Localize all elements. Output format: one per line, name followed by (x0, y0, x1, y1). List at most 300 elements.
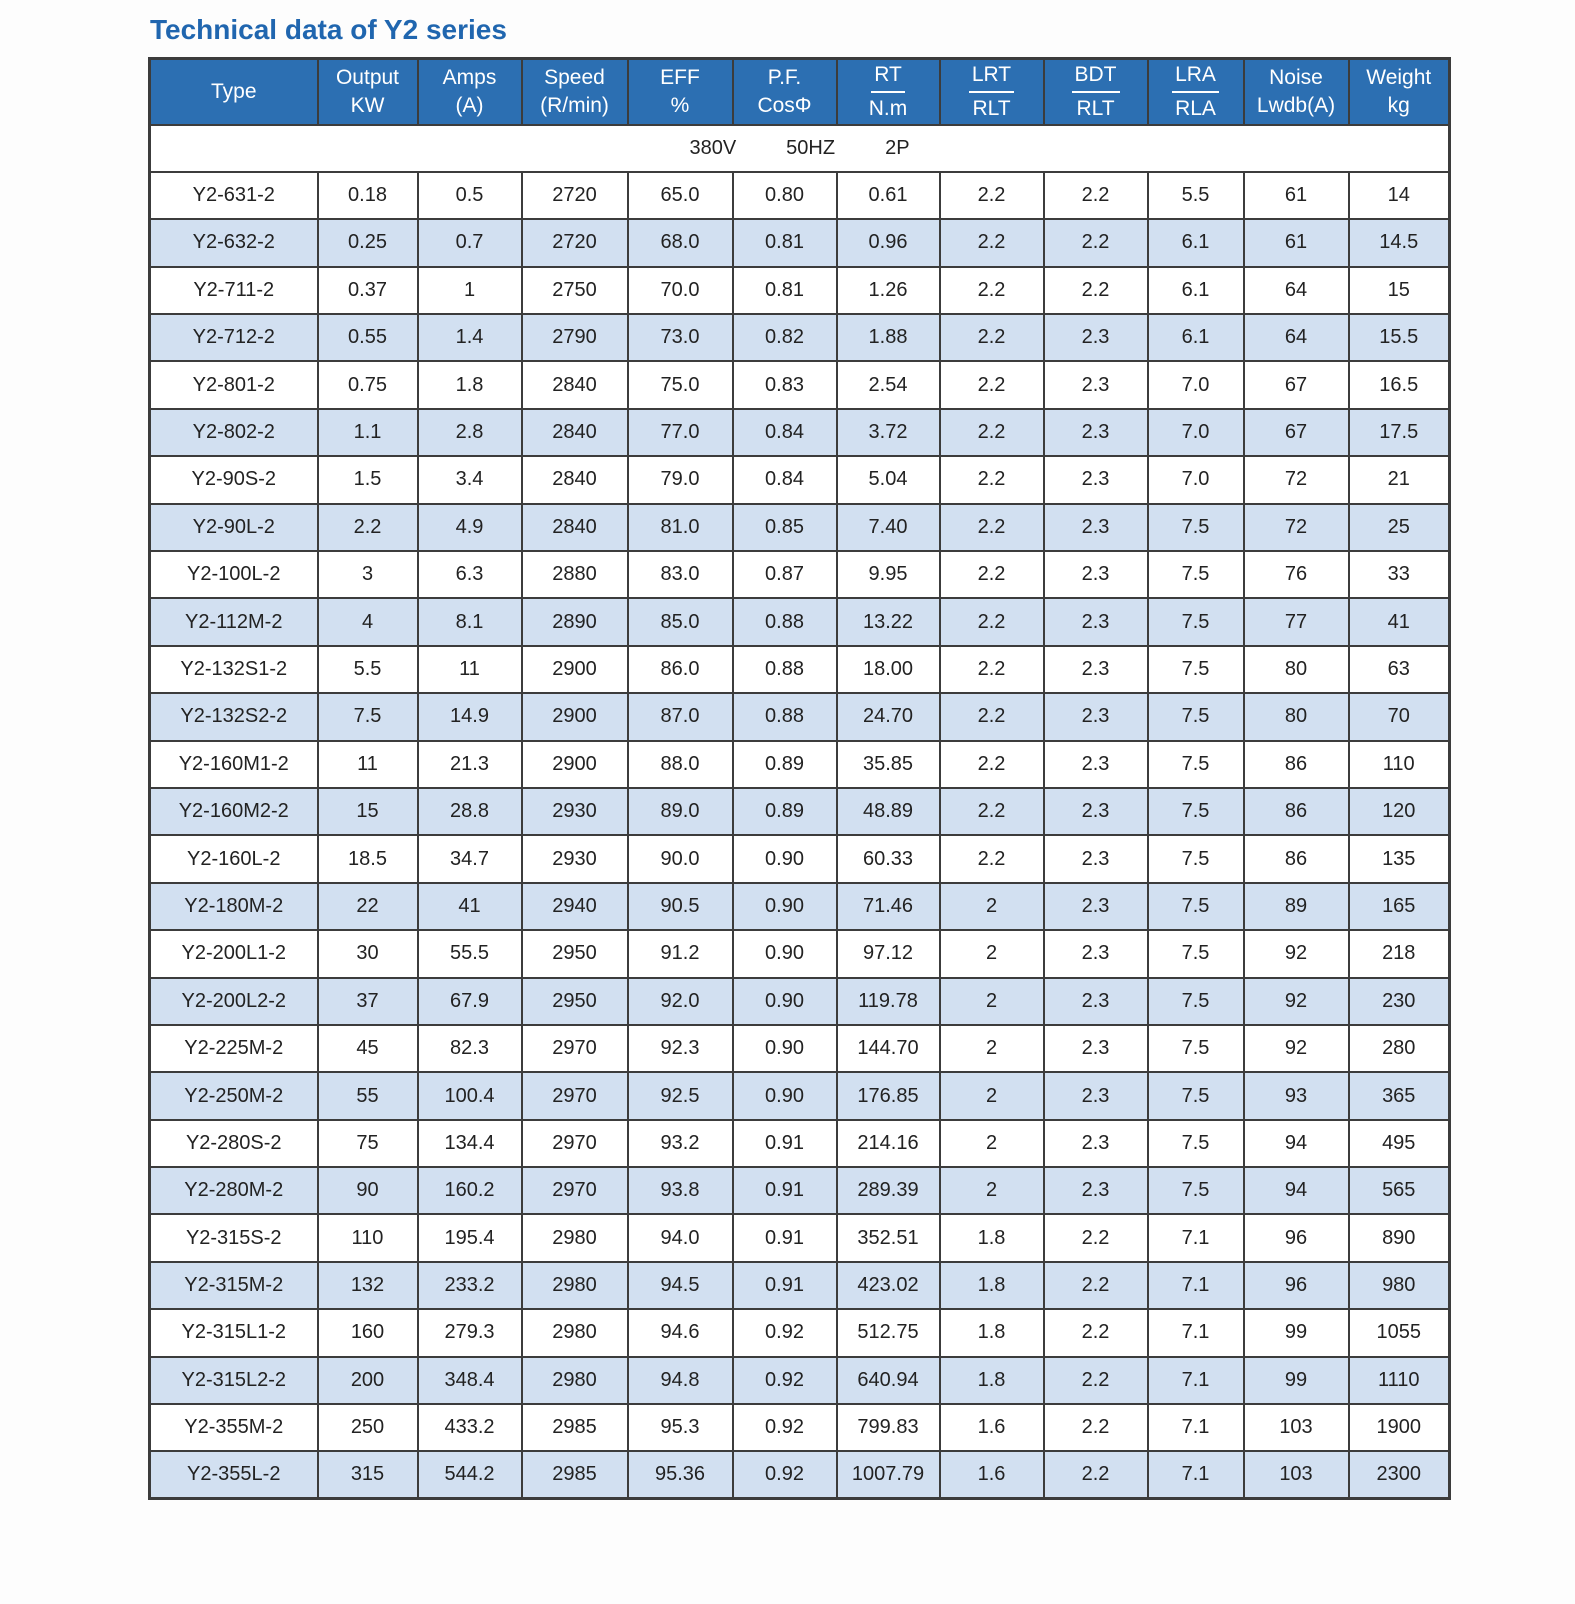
cell-weight: 70 (1349, 693, 1450, 740)
header-label-line2: (A) (455, 93, 484, 117)
cell-lra: 7.0 (1148, 409, 1244, 456)
cell-pf: 0.90 (733, 978, 837, 1025)
cell-weight: 120 (1349, 788, 1450, 835)
cell-output: 55 (318, 1072, 418, 1119)
cell-eff: 70.0 (628, 267, 733, 314)
cell-output: 4 (318, 598, 418, 645)
cell-weight: 230 (1349, 978, 1450, 1025)
cell-bdt: 2.2 (1044, 1451, 1148, 1498)
header-fraction-denominator: RLT (972, 96, 1011, 120)
cell-lra: 6.1 (1148, 314, 1244, 361)
cell-type: Y2-200L1-2 (150, 930, 318, 977)
cell-noise: 80 (1244, 693, 1349, 740)
cell-amps: 160.2 (418, 1167, 522, 1214)
cell-lra: 7.0 (1148, 361, 1244, 408)
header-label-line1: EFF (660, 66, 700, 90)
header-fraction-numerator: BDT (1072, 61, 1120, 92)
cell-noise: 67 (1244, 409, 1349, 456)
cell-bdt: 2.3 (1044, 1167, 1148, 1214)
cell-amps: 1 (418, 267, 522, 314)
cell-speed: 2980 (522, 1309, 628, 1356)
cell-lrt: 2.2 (940, 646, 1044, 693)
cell-speed: 2970 (522, 1025, 628, 1072)
cell-lrt: 2.2 (940, 693, 1044, 740)
cell-lra: 7.5 (1148, 598, 1244, 645)
cell-bdt: 2.3 (1044, 504, 1148, 551)
cell-rt: 512.75 (837, 1309, 940, 1356)
cell-lra: 7.5 (1148, 1025, 1244, 1072)
cell-output: 0.75 (318, 361, 418, 408)
cell-output: 0.25 (318, 219, 418, 266)
cell-rt: 214.16 (837, 1120, 940, 1167)
cell-rt: 289.39 (837, 1167, 940, 1214)
table-row (150, 504, 1450, 551)
cell-lra: 6.1 (1148, 267, 1244, 314)
cell-amps: 14.9 (418, 693, 522, 740)
cell-noise: 72 (1244, 456, 1349, 503)
cell-rt: 5.04 (837, 456, 940, 503)
cell-lra: 7.5 (1148, 883, 1244, 930)
table-row (150, 1357, 1450, 1404)
cell-weight: 1900 (1349, 1404, 1450, 1451)
cell-bdt: 2.3 (1044, 551, 1148, 598)
cell-speed: 2750 (522, 267, 628, 314)
header-label-line2: (R/min) (540, 93, 609, 117)
cell-amps: 134.4 (418, 1120, 522, 1167)
cell-weight: 218 (1349, 930, 1450, 977)
cell-speed: 2930 (522, 835, 628, 882)
header-cell-rt (837, 59, 940, 125)
cell-noise: 86 (1244, 741, 1349, 788)
cell-weight: 2300 (1349, 1451, 1450, 1498)
cell-lrt: 2 (940, 930, 1044, 977)
cell-noise: 96 (1244, 1214, 1349, 1261)
cell-pf: 0.84 (733, 456, 837, 503)
cell-eff: 94.8 (628, 1357, 733, 1404)
cell-pf: 0.88 (733, 646, 837, 693)
cell-lra: 7.5 (1148, 788, 1244, 835)
cell-lrt: 1.8 (940, 1357, 1044, 1404)
cell-pf: 0.87 (733, 551, 837, 598)
cell-eff: 95.36 (628, 1451, 733, 1498)
cell-lrt: 2.2 (940, 835, 1044, 882)
cell-bdt: 2.3 (1044, 409, 1148, 456)
cell-bdt: 2.3 (1044, 788, 1148, 835)
header-cell-output (318, 59, 418, 125)
cell-amps: 233.2 (418, 1262, 522, 1309)
cell-weight: 17.5 (1349, 409, 1450, 456)
header-label-line1: P.F. (767, 66, 802, 90)
cell-amps: 28.8 (418, 788, 522, 835)
cell-type: Y2-160M2-2 (150, 788, 318, 835)
cell-lrt: 2.2 (940, 741, 1044, 788)
cell-output: 200 (318, 1357, 418, 1404)
table-row (150, 172, 1450, 219)
cell-lrt: 2.2 (940, 314, 1044, 361)
cell-pf: 0.91 (733, 1262, 837, 1309)
cell-type: Y2-712-2 (150, 314, 318, 361)
cell-type: Y2-315M-2 (150, 1262, 318, 1309)
cell-rt: 35.85 (837, 741, 940, 788)
cell-weight: 25 (1349, 504, 1450, 551)
cell-amps: 2.8 (418, 409, 522, 456)
cell-type: Y2-90S-2 (150, 456, 318, 503)
cell-weight: 165 (1349, 883, 1450, 930)
cell-type: Y2-632-2 (150, 219, 318, 266)
cell-eff: 65.0 (628, 172, 733, 219)
cell-bdt: 2.2 (1044, 1214, 1148, 1261)
cell-speed: 2970 (522, 1072, 628, 1119)
table-row (150, 598, 1450, 645)
cell-lrt: 2 (940, 978, 1044, 1025)
table-header (150, 59, 1450, 125)
cell-noise: 80 (1244, 646, 1349, 693)
cell-output: 2.2 (318, 504, 418, 551)
cell-bdt: 2.2 (1044, 219, 1148, 266)
cell-amps: 55.5 (418, 930, 522, 977)
cell-pf: 0.92 (733, 1451, 837, 1498)
cell-amps: 348.4 (418, 1357, 522, 1404)
cell-noise: 64 (1244, 314, 1349, 361)
cell-type: Y2-802-2 (150, 409, 318, 456)
cell-output: 30 (318, 930, 418, 977)
cell-speed: 2900 (522, 646, 628, 693)
cell-noise: 92 (1244, 930, 1349, 977)
cell-speed: 2840 (522, 504, 628, 551)
cell-type: Y2-315S-2 (150, 1214, 318, 1261)
cell-output: 1.5 (318, 456, 418, 503)
table-row (150, 978, 1450, 1025)
cell-noise: 94 (1244, 1167, 1349, 1214)
cell-output: 0.55 (318, 314, 418, 361)
cell-pf: 0.90 (733, 1025, 837, 1072)
cell-output: 132 (318, 1262, 418, 1309)
header-label-line2: KW (350, 93, 385, 117)
header-label-line2: CosΦ (757, 93, 812, 117)
cell-amps: 0.5 (418, 172, 522, 219)
cell-type: Y2-280S-2 (150, 1120, 318, 1167)
table-row (150, 1214, 1450, 1261)
cell-rt: 7.40 (837, 504, 940, 551)
cell-output: 1.1 (318, 409, 418, 456)
cell-rt: 3.72 (837, 409, 940, 456)
cell-pf: 0.83 (733, 361, 837, 408)
cell-amps: 8.1 (418, 598, 522, 645)
cell-eff: 75.0 (628, 361, 733, 408)
cell-bdt: 2.2 (1044, 267, 1148, 314)
cell-lrt: 2.2 (940, 551, 1044, 598)
cell-lra: 6.1 (1148, 219, 1244, 266)
cell-bdt: 2.3 (1044, 883, 1148, 930)
page-title: Technical data of Y2 series (150, 14, 507, 45)
cell-rt: 352.51 (837, 1214, 940, 1261)
cell-pf: 0.91 (733, 1214, 837, 1261)
cell-rt: 1.26 (837, 267, 940, 314)
table-row (150, 1167, 1450, 1214)
cell-speed: 2720 (522, 172, 628, 219)
cell-pf: 0.84 (733, 409, 837, 456)
voltage-condition-row (150, 125, 1450, 172)
cell-speed: 2840 (522, 361, 628, 408)
table-row (150, 267, 1450, 314)
cell-type: Y2-801-2 (150, 361, 318, 408)
cell-lra: 7.5 (1148, 504, 1244, 551)
cell-lra: 7.5 (1148, 1072, 1244, 1119)
cell-lra: 7.5 (1148, 1120, 1244, 1167)
cell-bdt: 2.2 (1044, 1404, 1148, 1451)
cell-amps: 34.7 (418, 835, 522, 882)
cell-type: Y2-90L-2 (150, 504, 318, 551)
cell-rt: 176.85 (837, 1072, 940, 1119)
cell-lra: 7.5 (1148, 551, 1244, 598)
header-label-line1: Noise (1269, 66, 1323, 90)
cell-lra: 7.0 (1148, 456, 1244, 503)
cell-eff: 90.5 (628, 883, 733, 930)
cell-lra: 7.1 (1148, 1214, 1244, 1261)
cell-weight: 63 (1349, 646, 1450, 693)
cell-lrt: 2.2 (940, 409, 1044, 456)
cell-rt: 640.94 (837, 1357, 940, 1404)
cell-eff: 93.8 (628, 1167, 733, 1214)
cell-weight: 1055 (1349, 1309, 1450, 1356)
cell-noise: 61 (1244, 219, 1349, 266)
cell-rt: 13.22 (837, 598, 940, 645)
cell-amps: 6.3 (418, 551, 522, 598)
cell-bdt: 2.3 (1044, 741, 1148, 788)
table-row (150, 361, 1450, 408)
cell-lra: 7.5 (1148, 978, 1244, 1025)
header-cell-pf (733, 59, 837, 125)
cell-lrt: 2.2 (940, 456, 1044, 503)
cell-eff: 95.3 (628, 1404, 733, 1451)
cell-rt: 2.54 (837, 361, 940, 408)
table-row (150, 456, 1450, 503)
cell-output: 11 (318, 741, 418, 788)
cell-eff: 79.0 (628, 456, 733, 503)
table-row (150, 1262, 1450, 1309)
cell-output: 90 (318, 1167, 418, 1214)
cell-speed: 2720 (522, 219, 628, 266)
table-row (150, 219, 1450, 266)
cell-rt: 18.00 (837, 646, 940, 693)
cell-eff: 91.2 (628, 930, 733, 977)
header-fraction-numerator: LRT (969, 61, 1014, 92)
header-fraction-denominator: RLT (1076, 96, 1115, 120)
table-body (150, 125, 1450, 1499)
cell-eff: 83.0 (628, 551, 733, 598)
header-fraction-denominator: RLA (1175, 96, 1216, 120)
cell-output: 110 (318, 1214, 418, 1261)
cell-lrt: 2.2 (940, 598, 1044, 645)
cell-type: Y2-100L-2 (150, 551, 318, 598)
cell-amps: 21.3 (418, 741, 522, 788)
cell-type: Y2-132S1-2 (150, 646, 318, 693)
header-cell-lra (1148, 59, 1244, 125)
cell-pf: 0.91 (733, 1120, 837, 1167)
cell-rt: 1.88 (837, 314, 940, 361)
cell-speed: 2940 (522, 883, 628, 930)
cell-amps: 279.3 (418, 1309, 522, 1356)
cell-weight: 110 (1349, 741, 1450, 788)
cell-speed: 2930 (522, 788, 628, 835)
cell-lra: 7.1 (1148, 1262, 1244, 1309)
cell-noise: 99 (1244, 1357, 1349, 1404)
cell-pf: 0.88 (733, 598, 837, 645)
cell-bdt: 2.3 (1044, 693, 1148, 740)
condition-value: 2P (885, 136, 910, 159)
cell-lra: 7.5 (1148, 930, 1244, 977)
cell-weight: 280 (1349, 1025, 1450, 1072)
cell-lra: 5.5 (1148, 172, 1244, 219)
cell-bdt: 2.3 (1044, 1072, 1148, 1119)
cell-bdt: 2.3 (1044, 456, 1148, 503)
cell-speed: 2980 (522, 1214, 628, 1261)
cell-output: 75 (318, 1120, 418, 1167)
cell-rt: 48.89 (837, 788, 940, 835)
cell-eff: 94.6 (628, 1309, 733, 1356)
cell-weight: 980 (1349, 1262, 1450, 1309)
cell-amps: 0.7 (418, 219, 522, 266)
cell-noise: 76 (1244, 551, 1349, 598)
cell-type: Y2-315L1-2 (150, 1309, 318, 1356)
table-row (150, 788, 1450, 835)
cell-eff: 86.0 (628, 646, 733, 693)
cell-pf: 0.81 (733, 267, 837, 314)
cell-amps: 82.3 (418, 1025, 522, 1072)
cell-noise: 96 (1244, 1262, 1349, 1309)
cell-speed: 2950 (522, 978, 628, 1025)
table-row (150, 1404, 1450, 1451)
cell-output: 3 (318, 551, 418, 598)
cell-pf: 0.89 (733, 788, 837, 835)
header-cell-bdt (1044, 59, 1148, 125)
cell-lra: 7.5 (1148, 693, 1244, 740)
cell-lrt: 1.6 (940, 1451, 1044, 1498)
table-row (150, 883, 1450, 930)
cell-weight: 15 (1349, 267, 1450, 314)
cell-eff: 73.0 (628, 314, 733, 361)
table-row (150, 1120, 1450, 1167)
cell-eff: 92.5 (628, 1072, 733, 1119)
cell-weight: 14 (1349, 172, 1450, 219)
cell-speed: 2880 (522, 551, 628, 598)
cell-rt: 799.83 (837, 1404, 940, 1451)
cell-lra: 7.5 (1148, 1167, 1244, 1214)
cell-amps: 41 (418, 883, 522, 930)
cell-lrt: 2.2 (940, 219, 1044, 266)
cell-lrt: 2 (940, 883, 1044, 930)
cell-type: Y2-631-2 (150, 172, 318, 219)
cell-output: 0.18 (318, 172, 418, 219)
header-label-line2: kg (1387, 93, 1410, 117)
cell-weight: 15.5 (1349, 314, 1450, 361)
cell-noise: 77 (1244, 598, 1349, 645)
cell-weight: 890 (1349, 1214, 1450, 1261)
cell-eff: 81.0 (628, 504, 733, 551)
cell-lra: 7.1 (1148, 1309, 1244, 1356)
cell-speed: 2840 (522, 456, 628, 503)
cell-eff: 87.0 (628, 693, 733, 740)
header-row (150, 59, 1450, 125)
table-row (150, 1025, 1450, 1072)
cell-lrt: 2.2 (940, 361, 1044, 408)
cell-lrt: 1.8 (940, 1262, 1044, 1309)
cell-output: 160 (318, 1309, 418, 1356)
cell-rt: 24.70 (837, 693, 940, 740)
cell-pf: 0.92 (733, 1357, 837, 1404)
cell-weight: 1110 (1349, 1357, 1450, 1404)
cell-lrt: 2 (940, 1120, 1044, 1167)
cell-bdt: 2.2 (1044, 1357, 1148, 1404)
cell-lrt: 2 (940, 1025, 1044, 1072)
table-row (150, 693, 1450, 740)
header-label-line1: Output (335, 66, 400, 90)
condition-value: 50HZ (786, 136, 836, 159)
cell-rt: 119.78 (837, 978, 940, 1025)
cell-weight: 14.5 (1349, 219, 1450, 266)
cell-weight: 16.5 (1349, 361, 1450, 408)
technical-data-table (148, 57, 1451, 1500)
cell-output: 250 (318, 1404, 418, 1451)
header-label-line1: Type (210, 80, 257, 104)
cell-eff: 93.2 (628, 1120, 733, 1167)
cell-noise: 64 (1244, 267, 1349, 314)
cell-speed: 2890 (522, 598, 628, 645)
cell-bdt: 2.2 (1044, 1262, 1148, 1309)
cell-type: Y2-315L2-2 (150, 1357, 318, 1404)
cell-type: Y2-711-2 (150, 267, 318, 314)
cell-output: 22 (318, 883, 418, 930)
cell-output: 315 (318, 1451, 418, 1498)
cell-bdt: 2.3 (1044, 361, 1148, 408)
cell-weight: 135 (1349, 835, 1450, 882)
cell-rt: 144.70 (837, 1025, 940, 1072)
header-fraction-numerator: RT (871, 61, 905, 92)
cell-type: Y2-250M-2 (150, 1072, 318, 1119)
cell-lra: 7.5 (1148, 741, 1244, 788)
cell-lrt: 2 (940, 1072, 1044, 1119)
table-row (150, 551, 1450, 598)
table-row (150, 930, 1450, 977)
header-cell-type (150, 59, 318, 125)
cell-speed: 2900 (522, 693, 628, 740)
cell-noise: 61 (1244, 172, 1349, 219)
cell-noise: 103 (1244, 1404, 1349, 1451)
cell-noise: 94 (1244, 1120, 1349, 1167)
cell-pf: 0.82 (733, 314, 837, 361)
cell-weight: 495 (1349, 1120, 1450, 1167)
header-label-line2: Lwdb(A) (1256, 93, 1336, 117)
cell-bdt: 2.3 (1044, 835, 1148, 882)
cell-pf: 0.91 (733, 1167, 837, 1214)
cell-lrt: 2.2 (940, 504, 1044, 551)
cell-amps: 100.4 (418, 1072, 522, 1119)
header-label-line2: % (670, 93, 690, 117)
cell-rt: 60.33 (837, 835, 940, 882)
header-fraction-numerator: LRA (1172, 61, 1219, 92)
cell-eff: 68.0 (628, 219, 733, 266)
cell-speed: 2790 (522, 314, 628, 361)
cell-speed: 2970 (522, 1120, 628, 1167)
cell-noise: 86 (1244, 835, 1349, 882)
cell-type: Y2-112M-2 (150, 598, 318, 645)
condition-value: 380V (689, 136, 737, 159)
cell-bdt: 2.2 (1044, 1309, 1148, 1356)
cell-noise: 89 (1244, 883, 1349, 930)
header-cell-speed (522, 59, 628, 125)
cell-amps: 1.8 (418, 361, 522, 408)
cell-pf: 0.92 (733, 1404, 837, 1451)
